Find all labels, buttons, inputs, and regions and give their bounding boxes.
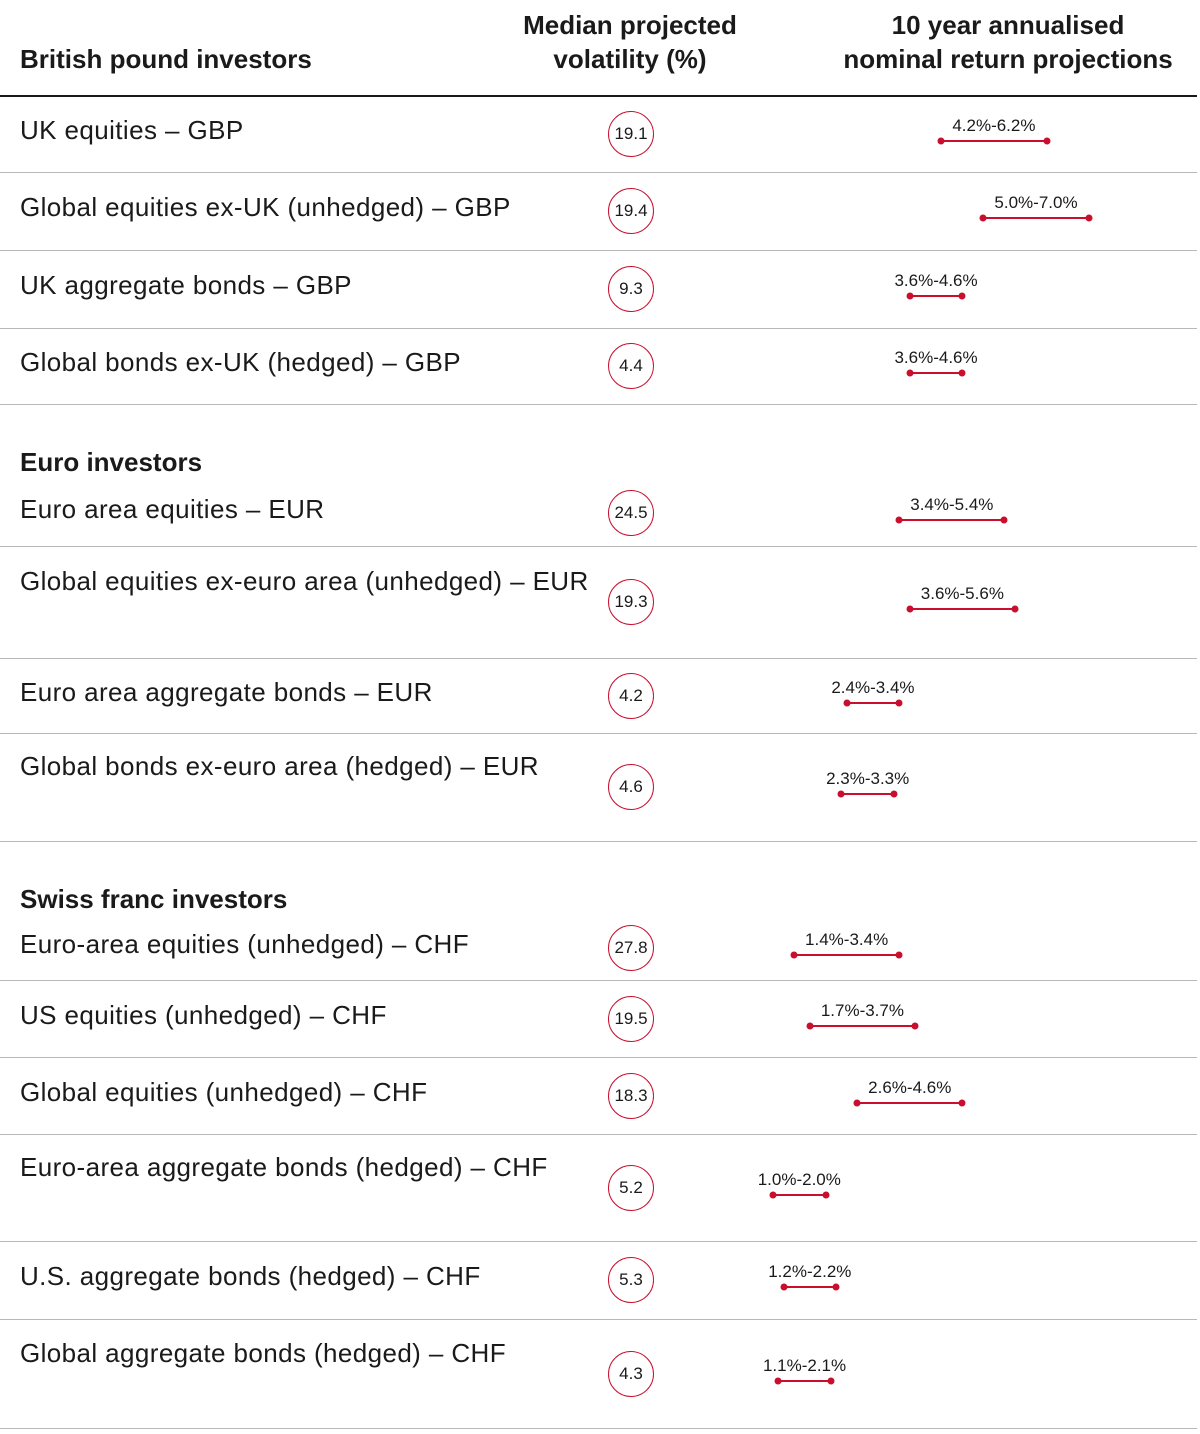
volatility-badge: 5.3 bbox=[608, 1257, 654, 1303]
row-label: Global equities ex-UK (unhedged) – GBP bbox=[20, 192, 511, 222]
row-label: U.S. aggregate bonds (hedged) – CHF bbox=[20, 1261, 481, 1291]
range-bar bbox=[810, 1025, 915, 1027]
range-high-point bbox=[1001, 517, 1008, 524]
range-high-point bbox=[959, 370, 966, 377]
range-bar bbox=[841, 793, 894, 795]
range-bar bbox=[857, 1102, 962, 1104]
range-label: 2.3%-3.3% bbox=[826, 769, 910, 788]
row-divider bbox=[0, 1057, 1197, 1058]
range-low-point bbox=[906, 370, 913, 377]
range-high-point bbox=[822, 1191, 829, 1198]
range-label: 3.6%-4.6% bbox=[894, 271, 978, 290]
row-label: US equities (unhedged) – CHF bbox=[20, 999, 387, 1030]
range-low-point bbox=[838, 791, 845, 798]
range-label: 5.0%-7.0% bbox=[994, 193, 1078, 212]
row-divider bbox=[0, 1241, 1197, 1242]
range-label: 1.7%-3.7% bbox=[820, 1000, 904, 1020]
range-low-point bbox=[806, 1022, 813, 1029]
range-label: 3.6%-5.6% bbox=[920, 584, 1004, 603]
range-bar bbox=[910, 295, 963, 297]
volatility-badge: 4.3 bbox=[608, 1351, 654, 1397]
range-bar bbox=[983, 217, 1088, 219]
range-high-point bbox=[1011, 606, 1018, 613]
range-bar bbox=[847, 702, 900, 704]
row-divider bbox=[0, 328, 1197, 329]
range-label: 1.4%-3.4% bbox=[805, 929, 889, 949]
volatility-badge: 4.2 bbox=[608, 673, 654, 719]
range-high-point bbox=[890, 791, 897, 798]
range-bar bbox=[910, 372, 963, 374]
row-divider bbox=[0, 1319, 1197, 1320]
range-bar bbox=[941, 140, 1046, 142]
row-divider bbox=[0, 404, 1197, 405]
volatility-badge: 4.6 bbox=[608, 764, 654, 810]
volatility-badge: 18.3 bbox=[608, 1073, 654, 1119]
range-low-point bbox=[791, 951, 798, 958]
volatility-badge: 19.5 bbox=[608, 996, 654, 1042]
range-high-point bbox=[959, 1099, 966, 1106]
range-high-point bbox=[959, 293, 966, 300]
volatility-badge: 27.8 bbox=[608, 925, 654, 971]
range-low-point bbox=[843, 699, 850, 706]
row-divider bbox=[0, 733, 1197, 734]
header-return-line2: nominal return projections bbox=[843, 44, 1173, 74]
range-label: 3.4%-5.4% bbox=[910, 495, 994, 514]
header-volatility-line1: Median projected bbox=[523, 10, 737, 40]
row-label: Global equities ex-euro area (unhedged) – EUR bbox=[20, 566, 589, 596]
range-low-point bbox=[938, 138, 945, 145]
range-high-point bbox=[1043, 138, 1050, 145]
section-title: Swiss franc investors bbox=[20, 884, 288, 914]
range-label: 2.4%-3.4% bbox=[831, 677, 915, 697]
row-label: Euro area aggregate bonds – EUR bbox=[20, 676, 433, 707]
volatility-badge: 19.1 bbox=[608, 111, 654, 157]
row-label: Euro-area aggregate bonds (hedged) – CHF bbox=[20, 1151, 548, 1182]
row-divider bbox=[0, 1428, 1197, 1429]
range-high-point bbox=[912, 1022, 919, 1029]
range-low-point bbox=[906, 293, 913, 300]
row-divider bbox=[0, 546, 1197, 547]
row-label: UK aggregate bonds – GBP bbox=[20, 270, 352, 300]
range-high-point bbox=[1085, 215, 1092, 222]
range-label: 4.2%-6.2% bbox=[952, 116, 1036, 135]
header-rule bbox=[0, 95, 1197, 97]
volatility-badge: 4.4 bbox=[608, 343, 654, 389]
volatility-badge: 19.3 bbox=[608, 579, 654, 625]
range-low-point bbox=[854, 1099, 861, 1106]
range-label: 1.1%-2.1% bbox=[762, 1355, 847, 1375]
range-high-point bbox=[896, 951, 903, 958]
range-bar bbox=[773, 1194, 826, 1196]
section-title: Euro investors bbox=[20, 447, 203, 477]
row-label: UK equities – GBP bbox=[20, 115, 244, 145]
range-low-point bbox=[906, 606, 913, 613]
header-volatility bbox=[470, 8, 790, 76]
row-label: Euro-area equities (unhedged) – CHF bbox=[20, 928, 470, 959]
header-volatility-line2: volatility (%) bbox=[553, 44, 707, 74]
row-divider bbox=[0, 172, 1197, 173]
header-return bbox=[808, 8, 1200, 76]
range-high-point bbox=[827, 1377, 834, 1384]
row-label: Global aggregate bonds (hedged) – CHF bbox=[20, 1337, 506, 1368]
range-low-point bbox=[980, 215, 987, 222]
range-label: 1.2%-2.2% bbox=[768, 1262, 852, 1281]
row-divider bbox=[0, 1134, 1197, 1135]
range-low-point bbox=[896, 517, 903, 524]
row-label: Global bonds ex-UK (hedged) – GBP bbox=[20, 347, 461, 377]
row-divider bbox=[0, 658, 1197, 659]
row-divider bbox=[0, 980, 1197, 981]
volatility-badge: 24.5 bbox=[608, 490, 654, 536]
header-label: British pound investors bbox=[20, 44, 312, 74]
range-bar bbox=[778, 1380, 831, 1382]
range-bar bbox=[910, 608, 1015, 610]
volatility-badge: 9.3 bbox=[608, 266, 654, 312]
volatility-badge: 19.4 bbox=[608, 188, 654, 234]
range-bar bbox=[794, 954, 899, 956]
range-label: 3.6%-4.6% bbox=[894, 348, 978, 367]
range-label: 1.0%-2.0% bbox=[757, 1169, 841, 1189]
row-label: Global equities (unhedged) – CHF bbox=[20, 1076, 428, 1107]
row-divider bbox=[0, 841, 1197, 842]
range-low-point bbox=[780, 1284, 787, 1291]
range-low-point bbox=[775, 1377, 782, 1384]
row-label: Euro area equities – EUR bbox=[20, 494, 325, 524]
range-label: 2.6%-4.6% bbox=[868, 1077, 952, 1097]
row-label: Global bonds ex-euro area (hedged) – EUR bbox=[20, 751, 539, 781]
range-high-point bbox=[896, 699, 903, 706]
header-return-line1: 10 year annualised bbox=[891, 10, 1125, 40]
range-low-point bbox=[770, 1191, 777, 1198]
volatility-badge: 5.2 bbox=[608, 1165, 654, 1211]
row-divider bbox=[0, 250, 1197, 251]
range-bar bbox=[784, 1286, 837, 1288]
range-bar bbox=[899, 519, 1004, 521]
range-high-point bbox=[833, 1284, 840, 1291]
